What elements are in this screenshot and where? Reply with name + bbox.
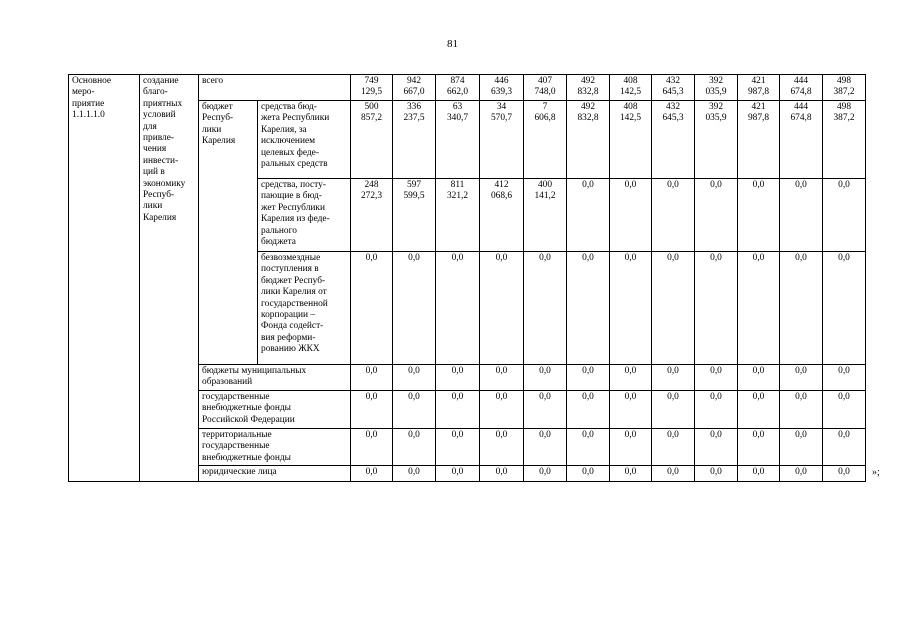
value-cell: 0,0 (524, 466, 567, 482)
value-cell: 0,0 (436, 390, 480, 428)
value-cell: 0,0 (393, 365, 436, 391)
value-cell: 0,0 (823, 390, 866, 428)
value-cell: 421 987,8 (738, 101, 780, 179)
value-cell: 0,0 (436, 428, 480, 465)
value-cell: 498 387,2 (823, 75, 866, 101)
value-cell: 0,0 (780, 252, 823, 365)
value-cell: 0,0 (738, 466, 780, 482)
value-cell: 0,0 (610, 365, 652, 391)
value-cell: 0,0 (652, 466, 695, 482)
financing-table (68, 74, 866, 482)
value-cell: 0,0 (695, 179, 738, 252)
value-cell: 0,0 (436, 252, 480, 365)
value-cell: 749 129,5 (351, 75, 393, 101)
value-cell: 34 570,7 (480, 101, 524, 179)
row-label: территориальные государственные внебюджетные фонды (199, 428, 351, 465)
value-cell: 500 857,2 (351, 101, 393, 179)
value-cell: 0,0 (652, 390, 695, 428)
value-cell: 0,0 (351, 365, 393, 391)
value-cell: 432 645,3 (652, 75, 695, 101)
row-label: бюджеты муниципальных образований (199, 365, 351, 391)
value-cell: 0,0 (738, 390, 780, 428)
event-name-cell: создание благо- приятных условий для привле- чения инвести- ций в экономику Респуб- лики Карелия (140, 75, 199, 482)
value-cell: 0,0 (738, 365, 780, 391)
page-number: 81 (447, 38, 458, 50)
value-cell: 0,0 (567, 466, 610, 482)
value-cell: 0,0 (695, 466, 738, 482)
value-cell: 0,0 (567, 428, 610, 465)
value-cell: 492 832,8 (567, 75, 610, 101)
value-cell: 0,0 (610, 252, 652, 365)
value-cell: 0,0 (695, 252, 738, 365)
value-cell: 0,0 (823, 179, 866, 252)
value-cell: 0,0 (524, 365, 567, 391)
value-cell: 0,0 (524, 428, 567, 465)
value-cell: 0,0 (567, 365, 610, 391)
value-cell: 392 035,9 (695, 101, 738, 179)
value-cell: 0,0 (652, 179, 695, 252)
value-cell: 0,0 (823, 365, 866, 391)
value-cell: 0,0 (351, 428, 393, 465)
value-cell: 0,0 (780, 428, 823, 465)
value-cell: 498 387,2 (823, 101, 866, 179)
value-cell: 0,0 (780, 179, 823, 252)
value-cell: 432 645,3 (652, 101, 695, 179)
value-cell: 336 237,5 (393, 101, 436, 179)
trailing-mark: »; (872, 467, 880, 478)
value-cell: 0,0 (738, 179, 780, 252)
value-cell: 0,0 (695, 428, 738, 465)
value-cell: 0,0 (652, 365, 695, 391)
value-cell: 874 662,0 (436, 75, 480, 101)
value-cell: 444 674,8 (780, 75, 823, 101)
value-cell: 942 667,0 (393, 75, 436, 101)
value-cell: 0,0 (823, 428, 866, 465)
row-label: юридические лица (199, 466, 351, 482)
value-cell: 0,0 (393, 466, 436, 482)
value-cell: 492 832,8 (567, 101, 610, 179)
row-label: средства бюд- жета Республики Карелия, за исключением целевых феде- ральных средств (258, 101, 351, 179)
value-cell: 400 141,2 (524, 179, 567, 252)
value-cell: 0,0 (351, 466, 393, 482)
value-cell: 0,0 (610, 466, 652, 482)
value-cell: 0,0 (393, 252, 436, 365)
row-label: средства, посту- пающие в бюд- жет Республики Карелия из феде- рального бюджета (258, 179, 351, 252)
value-cell: 0,0 (351, 252, 393, 365)
row-label: государственные внебюджетные фонды Российской Федерации (199, 390, 351, 428)
value-cell: 408 142,5 (610, 101, 652, 179)
value-cell: 444 674,8 (780, 101, 823, 179)
value-cell: 0,0 (436, 466, 480, 482)
value-cell: 0,0 (823, 252, 866, 365)
value-cell: 0,0 (652, 428, 695, 465)
value-cell: 597 599,5 (393, 179, 436, 252)
value-cell: 408 142,5 (610, 75, 652, 101)
value-cell: 0,0 (610, 390, 652, 428)
value-cell: 811 321,2 (436, 179, 480, 252)
value-cell: 0,0 (780, 365, 823, 391)
value-cell: 0,0 (480, 466, 524, 482)
value-cell: 0,0 (524, 252, 567, 365)
value-cell: 0,0 (738, 252, 780, 365)
value-cell: 412 068,6 (480, 179, 524, 252)
value-cell: 0,0 (652, 252, 695, 365)
value-cell: 407 748,0 (524, 75, 567, 101)
value-cell: 0,0 (524, 390, 567, 428)
row-label: безвозмездные поступления в бюджет Респуб- лики Карелия от государственной корпорации – Фонда содейст- вия реформи- рованию ЖКХ (258, 252, 351, 365)
value-cell: 0,0 (567, 179, 610, 252)
value-cell: 0,0 (393, 428, 436, 465)
value-cell: 0,0 (695, 390, 738, 428)
value-cell: 0,0 (780, 466, 823, 482)
value-cell: 0,0 (610, 428, 652, 465)
value-cell: 0,0 (480, 390, 524, 428)
value-cell: 0,0 (738, 428, 780, 465)
value-cell: 421 987,8 (738, 75, 780, 101)
value-cell: 7 606,8 (524, 101, 567, 179)
value-cell: 446 639,3 (480, 75, 524, 101)
value-cell: 0,0 (436, 365, 480, 391)
value-cell: 392 035,9 (695, 75, 738, 101)
value-cell: 0,0 (695, 365, 738, 391)
value-cell: 0,0 (480, 365, 524, 391)
value-cell: 0,0 (610, 179, 652, 252)
value-cell: 0,0 (567, 252, 610, 365)
value-cell: 248 272,3 (351, 179, 393, 252)
value-cell: 0,0 (393, 390, 436, 428)
value-cell: 0,0 (567, 390, 610, 428)
value-cell: 0,0 (480, 428, 524, 465)
value-cell: 0,0 (823, 466, 866, 482)
event-number-cell: Основное меро- приятие 1.1.1.1.0 (69, 75, 140, 482)
row-label: всего (199, 75, 351, 101)
value-cell: 0,0 (780, 390, 823, 428)
value-cell: 0,0 (480, 252, 524, 365)
value-cell: 63 340,7 (436, 101, 480, 179)
budget-label-cell: бюджет Респуб- лики Карелия (199, 101, 258, 365)
value-cell: 0,0 (351, 390, 393, 428)
table-row (69, 75, 866, 101)
